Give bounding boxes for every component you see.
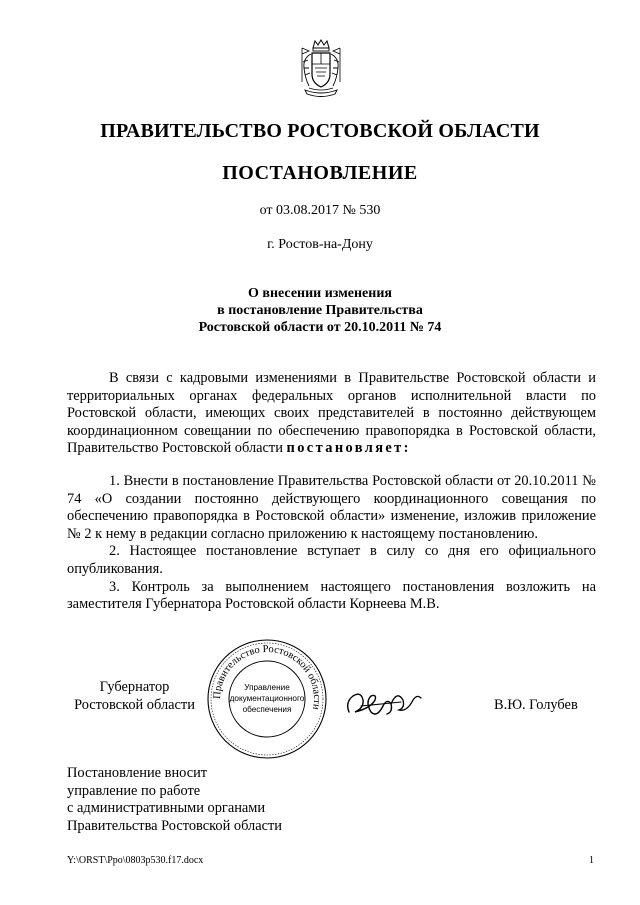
resolution-item: 3. Контроль за выполнением настоящего постановления возложить на заместителя Губернатора Ростовской области Корнеева М.В. <box>67 578 596 613</box>
prepared-by-line: с административными органами <box>67 800 266 817</box>
preamble-text: В связи с кадровыми изменениями в Правительстве Ростовской области и территориальных органах федеральных органов исполнительной власти по Ростовской области, имеющих своих представителей в постоянно действующем координационном совещании по обеспечению правопорядка в Ростовской области, Правительство Ростовской области <box>67 370 596 457</box>
document-subject <box>0 285 640 336</box>
prepared-by-line: Правительства Ростовской области <box>67 817 282 834</box>
prepared-by-line: управление по работе <box>67 782 201 799</box>
document-city: г. Ростов-на-Дону <box>267 237 373 252</box>
resolution-item: 1. Внести в постановление Правительства Ростовской области от 20.10.2011 № 74 «О создании постоянно действующего координационного совещания по обеспечению правопорядка в Ростовской области» изменение, изложив приложение № 2 к нему в редакции согласно приложению к настоящему постановлению. <box>67 473 596 542</box>
preamble-paragraph <box>67 370 596 458</box>
seal-center-line: Управление <box>244 683 290 692</box>
signatory-title <box>67 679 202 714</box>
handwritten-signature <box>341 682 431 724</box>
organization-heading: ПРАВИТЕЛЬСТВО РОСТОВСКОЙ ОБЛАСТИ <box>100 120 540 142</box>
seal-center-line: обеспечения <box>242 705 292 714</box>
coat-of-arms-icon <box>299 38 343 100</box>
prepared-by-line: Постановление вносит <box>67 765 208 781</box>
page-number: 1 <box>589 855 594 866</box>
document-date-number: от 03.08.2017 № 530 <box>259 203 381 218</box>
resolution-item: 2. Настоящее постановление вступает в силу со дня его официального опубликования. <box>67 543 596 577</box>
prepared-by-note <box>67 765 282 835</box>
file-path: Y:\ORST\Ppo\0803p530.f17.docx <box>67 855 204 866</box>
signatory-title-line: Губернатор <box>99 679 170 695</box>
subject-line: О внесении изменения <box>248 286 392 301</box>
document-type-heading: ПОСТАНОВЛЕНИЕ <box>222 162 418 184</box>
signer-name: В.Ю. Голубев <box>494 697 578 713</box>
seal-ring-text: Правительство Ростовской области <box>211 643 323 711</box>
decree-word: постановляет: <box>286 440 411 457</box>
seal-center-line: документационного <box>229 694 305 703</box>
subject-line: в постановление Правительства <box>217 303 423 318</box>
resolution-items <box>67 473 596 614</box>
subject-line: Ростовской области от 20.10.2011 № 74 <box>198 320 442 335</box>
official-seal-stamp <box>205 637 329 761</box>
signatory-title-line: Ростовской области <box>74 696 195 713</box>
